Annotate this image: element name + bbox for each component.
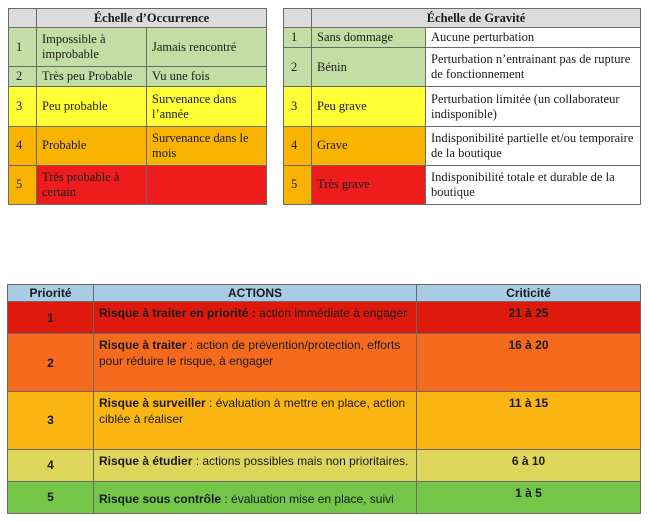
criticity-value: 16 à 20 [417,334,641,392]
occurrence-level: 4 [9,126,37,165]
gravity-level: 3 [284,87,312,126]
occurrence-description: Jamais rencontré [147,28,267,67]
occurrence-header-blank [9,9,37,28]
gravity-level: 1 [284,28,312,48]
occurrence-row [9,67,267,87]
occurrence-label: Peu probable [37,87,147,126]
action-cell [94,391,417,449]
occurrence-description: Survenance dans le mois [147,126,267,165]
priority-value: 5 [8,481,94,513]
occurrence-label: Très probable à certain [37,165,147,204]
action-cell [94,334,417,392]
priority-header: Priorité [8,285,94,302]
action-cell [94,481,417,513]
gravity-label: Sans dommage [312,28,426,48]
gravity-row [284,87,641,126]
criticity-header: Criticité [417,285,641,302]
actions-row [8,302,641,334]
occurrence-row [9,165,267,204]
gravity-header-row [284,9,641,28]
action-cell [94,302,417,334]
occurrence-level: 5 [9,165,37,204]
action-lead: Risque sous contrôle [99,491,222,506]
gravity-header-blank [284,9,312,28]
occurrence-row [9,126,267,165]
gravity-description: Indisponibilité totale et durable de la boutique [426,165,641,204]
actions-header: ACTIONS [94,285,417,302]
occurrence-label: Très peu Probable [37,67,147,87]
gravity-level: 5 [284,165,312,204]
action-text: action immédiate à engager [255,306,408,320]
action-cell [94,449,417,481]
occurrence-label: Probable [37,126,147,165]
occurrence-row [9,87,267,126]
occurrence-description: Survenance dans l’année [147,87,267,126]
actions-header-row [8,285,641,302]
action-lead: Risque à traiter en priorité : [99,306,256,320]
occurrence-description [147,165,267,204]
gravity-description: Indisponibilité partielle et/ou temporaire de la boutique [426,126,641,165]
gravity-level: 2 [284,48,312,87]
actions-priority-table [7,284,641,514]
action-text: : évaluation mise en place, suivi [221,491,394,506]
gravity-label: Peu grave [312,87,426,126]
occurrence-scale-table [8,8,267,205]
occurrence-level: 3 [9,87,37,126]
occurrence-description: Vu une fois [147,67,267,87]
actions-row [8,449,641,481]
criticity-value: 21 à 25 [417,302,641,334]
gravity-label: Grave [312,126,426,165]
action-text: : évaluation à mettre en place, action ciblée à réaliser [99,395,406,426]
priority-value: 1 [8,302,94,334]
actions-row [8,481,641,513]
action-text: : actions possibles mais non prioritaires. [192,453,409,468]
gravity-row [284,28,641,48]
gravity-level: 4 [284,126,312,165]
occurrence-label: Impossible à improbable [37,28,147,67]
occurrence-row [9,28,267,67]
actions-row [8,391,641,449]
priority-value: 2 [8,334,94,392]
action-lead: Risque à surveiller [99,395,206,410]
gravity-row [284,126,641,165]
criticity-value: 6 à 10 [417,449,641,481]
gravity-row [284,165,641,204]
occurrence-title: Échelle d’Occurrence [37,9,267,28]
occurrence-header-row [9,9,267,28]
occurrence-level: 2 [9,67,37,87]
gravity-description: Perturbation n’entrainant pas de rupture de fonctionnement [426,48,641,87]
action-text: : action de prévention/protection, efforts pour réduire le risque, à engager [99,338,401,369]
occurrence-level: 1 [9,28,37,67]
priority-value: 4 [8,449,94,481]
priority-value: 3 [8,391,94,449]
criticity-value: 11 à 15 [417,391,641,449]
gravity-label: Très grave [312,165,426,204]
criticity-value: 1 à 5 [417,481,641,513]
gravity-description: Aucune perturbation [426,28,641,48]
action-lead: Risque à étudier [99,453,193,468]
actions-row [8,334,641,392]
gravity-description: Perturbation limitée (un collaborateur indisponible) [426,87,641,126]
action-lead: Risque à traiter [99,338,187,353]
gravity-scale-table [283,8,641,205]
gravity-title: Échelle de Gravité [312,9,641,28]
gravity-label: Bénin [312,48,426,87]
gravity-row [284,48,641,87]
